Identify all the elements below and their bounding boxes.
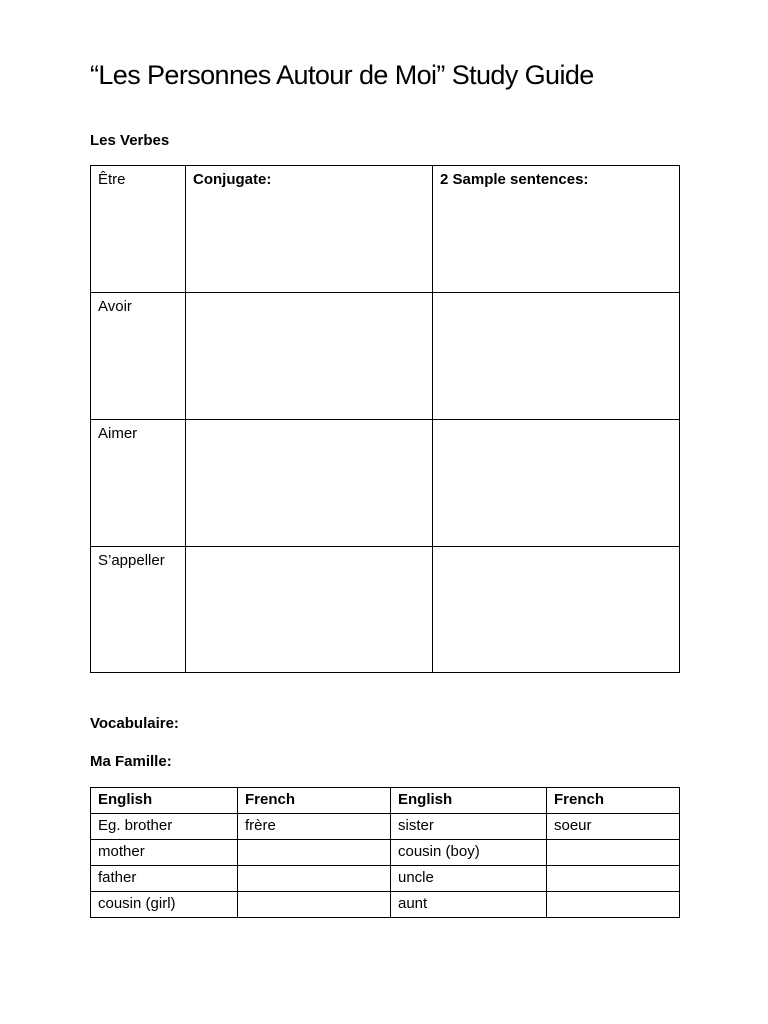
column-header-english: English bbox=[391, 788, 547, 814]
verb-cell-etre: Être bbox=[91, 166, 186, 293]
table-cell: soeur bbox=[547, 814, 680, 840]
ma-famille-heading: Ma Famille: bbox=[90, 753, 172, 770]
table-cell: cousin (boy) bbox=[391, 840, 547, 866]
vocabulaire-heading: Vocabulaire: bbox=[90, 715, 179, 732]
table-row bbox=[91, 547, 680, 673]
table-cell bbox=[238, 892, 391, 918]
table-row bbox=[91, 166, 680, 293]
table-cell bbox=[238, 840, 391, 866]
verb-cell-aimer: Aimer bbox=[91, 420, 186, 547]
table-cell bbox=[547, 892, 680, 918]
table-cell: frère bbox=[238, 814, 391, 840]
table-cell: cousin (girl) bbox=[91, 892, 238, 918]
table-row bbox=[91, 840, 680, 866]
table-cell: sister bbox=[391, 814, 547, 840]
table-cell: father bbox=[91, 866, 238, 892]
table-row bbox=[91, 892, 680, 918]
column-header-english: English bbox=[91, 788, 238, 814]
conjugate-header: Conjugate: bbox=[186, 166, 433, 293]
table-row bbox=[91, 293, 680, 420]
table-row bbox=[91, 866, 680, 892]
table-cell bbox=[547, 866, 680, 892]
table-row bbox=[91, 814, 680, 840]
table-row bbox=[91, 420, 680, 547]
page-title: “Les Personnes Autour de Moi” Study Guide bbox=[90, 60, 594, 90]
table-cell bbox=[547, 840, 680, 866]
conjugate-cell bbox=[186, 420, 433, 547]
sentences-cell bbox=[433, 420, 680, 547]
table-cell: mother bbox=[91, 840, 238, 866]
conjugate-cell bbox=[186, 293, 433, 420]
verbes-heading: Les Verbes bbox=[90, 132, 170, 149]
table-header-row bbox=[91, 788, 680, 814]
table-cell: uncle bbox=[391, 866, 547, 892]
famille-vocab-table bbox=[90, 787, 680, 918]
column-header-french: French bbox=[238, 788, 391, 814]
sample-sentences-header: 2 Sample sentences: bbox=[433, 166, 680, 293]
verb-cell-avoir: Avoir bbox=[91, 293, 186, 420]
table-cell bbox=[238, 866, 391, 892]
conjugate-cell bbox=[186, 547, 433, 673]
table-cell: Eg. brother bbox=[91, 814, 238, 840]
table-cell: aunt bbox=[391, 892, 547, 918]
verb-cell-sappeller: S’appeller bbox=[91, 547, 186, 673]
sentences-cell bbox=[433, 293, 680, 420]
sentences-cell bbox=[433, 547, 680, 673]
verbs-table bbox=[90, 165, 680, 673]
column-header-french: French bbox=[547, 788, 680, 814]
